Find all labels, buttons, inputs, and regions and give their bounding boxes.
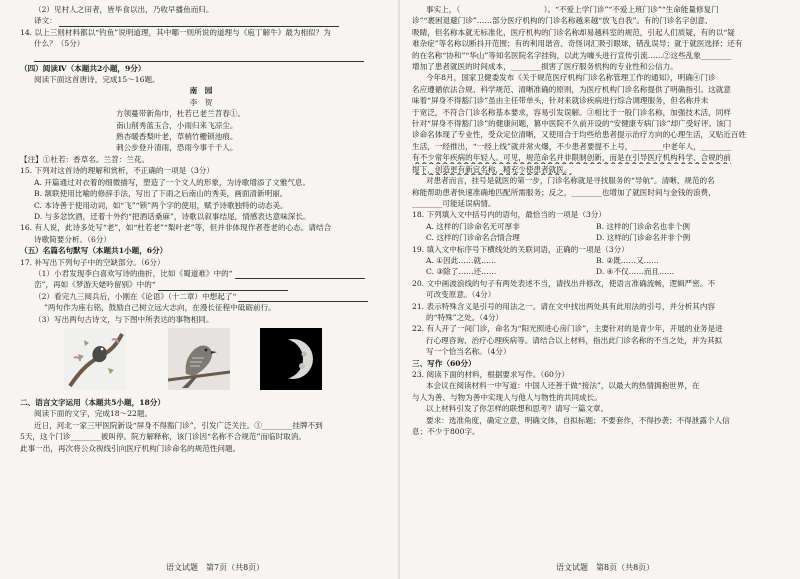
- q14-stem: 14. 以上三则材料都以“钓鱼”说明道理，其中哪一则所说的道理与《庖丁解牛》最为相似？为: [20, 27, 331, 37]
- q22-stem-cont: 写一个恰当名称。（4分）: [426, 347, 511, 357]
- q23-prompt: 以上材料引发了你怎样的联想和思考？请写一篇文章。: [426, 404, 609, 414]
- passage-line: 于宽泛，不符合门诊名称基本要求，容易引发误解。③相比于一般门诊名称，加强技术活，同样: [412, 107, 731, 117]
- section-recitation: （五）名篇名句默写（本题共1小题，6分）: [20, 246, 168, 256]
- q13-2-sentence: （2）见村人之田者，皆毕食以出，乃收早播鱼而归。: [34, 5, 214, 14]
- q21-stem-cont: 的“特殊”之处。（4分）: [426, 312, 504, 322]
- q17-stem: 17. 补写出下列句子中的空缺部分。（6分）: [20, 257, 165, 267]
- passage-line: 名应遵循依法合规、科学规范、清晰准确的原则，为医疗机构门诊名称提供了明确指引。这就意: [412, 84, 731, 94]
- q18-option-d: D. 这样的门诊命名并非个例: [596, 233, 691, 243]
- poem-title: 南 园: [189, 86, 213, 96]
- q19-option-d: D. ④不仅……而且……: [596, 267, 675, 277]
- q15-stem: 15. 下列对这首诗的理解和赏析，不正确的一项是（3分）: [20, 166, 214, 176]
- q17-1: （1）小君发现李白喜欢写诗的曲折，比如《蜀道难》中的“: [20, 268, 382, 279]
- q18-stem: 18. 下列填入文中括号内的语句，最恰当的一项是（3分）: [412, 210, 606, 220]
- passage-line: 称能帮助患者快速准确地匹配所需服务；反之，________也增加了就医时间与金钱的浪费，: [412, 187, 716, 197]
- reading-instruction: 阅读下面这首唐诗，完成15～16题。: [34, 75, 160, 85]
- q19-options: [412, 266, 784, 277]
- poem-line: 南山削秀蓝玉合，小雨归来飞凉尘。: [116, 120, 238, 130]
- q16-stem: 16. 有人说，此诗多处写“老”，如“杜若老”“梨叶老”等，但并非体现作者苍老的心态。请结合: [20, 223, 332, 233]
- q17-2-cont: ”两句作为座右铭，鼓励自己树立远大志向，在漫长征程中砥砺前行。: [44, 303, 276, 313]
- q20-stem-cont: 可改变原意。（4分）: [426, 290, 496, 300]
- q18-option-c: C. 这样的门诊命名合情合理: [426, 233, 520, 243]
- language-instruction: 阅读下面的文字，完成18～22题。: [34, 409, 153, 419]
- answer-line: [34, 52, 364, 62]
- translation-label: 译文：: [20, 15, 382, 26]
- poem-line: 方领蔓带新角巾，杜若已老兰苕春①。: [116, 109, 246, 119]
- page-fold: [398, 0, 400, 579]
- passage-line: 难杂症”等名称以断抖开范围；有的利用谐音、奇怪词汇吸引眼球，错乱误导；就于就医选择；还有: [412, 39, 743, 49]
- q15-option-b: B. 颔联使用比喻的修辞手法，写出了下雨之后南山的秀美，画面清新明丽。: [34, 189, 288, 199]
- q18-option-b: B. 这样的门诊命名也非个例: [596, 221, 690, 231]
- q14-stem-cont: 什么？（5分）: [34, 39, 85, 49]
- poem-line: 刺公步登升清雨，恐雨今事千千人。: [116, 143, 238, 153]
- q18-options: [412, 221, 784, 232]
- passage-line: 今年8月，国家卫健委发布《关于规范医疗机构门诊名称管理工作的通知》，明确④门诊: [426, 73, 716, 83]
- passage-line: 针对“屏身不得豁门诊”的健康问题，篡中医院不久前开设的“安健康专病门诊”却广受好评。该门: [412, 119, 732, 129]
- q21-stem: 21. 表示特殊含义是引号的用法之一。请在文中找出两处具有此用法的引号，并分析其内容: [412, 301, 716, 311]
- passage-line: 对患者而言，挂号是就医的第一步，门诊名称就是寻找服务的“导航”。清晰、规范的名: [426, 176, 715, 186]
- q20-stem: 20. 文中画波浪线的句子有两处表述不当，请找出并修改，使语言准确流畅，逻辑严密。不: [412, 278, 716, 288]
- passage-line: 诊命名体现了专业性，受众定位清晰，又使用合于均些给患者提示治疗方向的心理生活，又贴近百姓: [412, 130, 747, 140]
- q15-option-c: C. 本诗善于使用动词，如“飞”“锁”两个字的使用，赋予诗歌独特的动态美。: [34, 200, 288, 210]
- q17-1-cont: 峦”，再如《梦游天姥吟留别》中的“: [20, 279, 382, 290]
- left-page: [20, 4, 382, 454]
- passage-line: 5天，这个门诊________被叫停。院方解释称，该门诊因“名称不合规范”而临时取消。: [20, 432, 306, 442]
- q19-options: [412, 255, 784, 266]
- q17-2: （2）看完九三阅兵后，小刚在《论语》（十二章）中想起了“: [20, 291, 382, 302]
- passage-line: 吸睛，但名称本就无标准化，医疗机构的门诊名称却易越科室的规范，引起人们质疑，有的以“疑: [412, 27, 735, 37]
- q23-requirements-cont: 息；不少于800字。: [412, 427, 480, 437]
- q18-option-a: A. 这样的门诊命名无可厚非: [426, 221, 520, 231]
- q19-stem: 19. 填入文中标序号下横线处的关联词语，正确的一项是（3分）: [412, 244, 629, 254]
- poem-note: 【注】①杜若：香草名。兰苕：兰花。: [20, 154, 150, 164]
- passage-line: 增加了患者就医的时间成本，________损害了医疗服务机构的专业性和公信力。: [412, 62, 678, 72]
- q17-3: （3）写出两句古诗文，与下图中所表达的事物相同。: [34, 314, 214, 324]
- passage-line: 生活，一经推出，“一经上线”就并常火爆，不少患者要提不上号，________中老年人，________: [412, 141, 732, 151]
- q23-material: 本会议在阅读材料一中写道：中国人还善于做“接法”，以最大的热情拥抱世界，在: [426, 381, 700, 391]
- q19-option-b: B. ②既……又……: [596, 255, 659, 265]
- q18-options: [412, 232, 784, 243]
- right-page-footer: 语文试题 第8页（共8页）: [556, 563, 655, 572]
- q23-material: 与人为善、与物为善中实现人与他人与物性的共同成长。: [412, 392, 602, 402]
- bird-on-branch-image: [64, 328, 126, 390]
- q16-stem-cont: 诗歌简要分析。（6分）: [34, 234, 111, 244]
- poem-line: 熟杏暖香梨叶老，草梢竹栅锁池痕。: [116, 132, 238, 142]
- q22-stem: 22. 有人开了一间门诊，命名为“阳光照进心房门诊”，主要针对的是青少年，开展的业务是进: [412, 324, 723, 334]
- right-page: [412, 4, 784, 437]
- passage-line: 诊”“裹困退避门诊”……部分医疗机构的门诊名称越来越“放飞自我”。有的门诊名字创意、: [412, 16, 713, 26]
- q23-requirements: 要求：选准角度，确定立意，明确文体，自拟标题；不要套作，不得抄袭；不得泄露个人信: [426, 415, 730, 425]
- q19-option-c: C. ③除了……还……: [426, 267, 497, 277]
- passage-line-wavy: 提下，创造更有新宜名称，精充少使患者就医。: [412, 164, 572, 174]
- section-language-use: 二、语言文字运用（本题共5小题，18分）: [20, 397, 165, 407]
- passage-line: 此事一出，再次将公众视线引向医疗机构门诊命名的规范性问题。: [20, 443, 241, 453]
- passage-line: 的在名称“协和”“华山”等知名医院名字挂钩，以此为噱头进行宣传引流……②这些乱象________: [412, 50, 732, 60]
- poem-author: 李 贺: [189, 97, 213, 107]
- moon-image: [260, 328, 322, 390]
- passage-line: 近日，河北一家三甲医院新设“屏身不得豁门诊”，引发广泛关注。①________挂牌不到: [34, 420, 323, 430]
- passage-line: ________可能延误病情。: [412, 198, 496, 208]
- q15-option-a: A. 开篇通过对衣着的细微描写，塑造了一个文人的形象，为诗歌增添了文雅气息。: [34, 177, 311, 187]
- q15-option-d: D. 与多忿饮酒，迁着十外约“把酒话桑麻”，诗歌以叙事结尾，情感表达意味深长。: [34, 211, 311, 221]
- passage-line: 味着“屏身不得豁门诊”虽由主任带单头，针对来就诊疾病进行综合调理服务，但名称并未: [412, 96, 709, 106]
- passage-line: 事实上，（ ）。“不爱上学门诊”“不爱上班门诊”“生命能量修复门: [426, 5, 719, 14]
- q17-images: [20, 328, 382, 394]
- q23-stem: 23. 阅读下面的材料，根据要求写作。（60分）: [412, 370, 570, 379]
- section-writing: 三、写作（60分）: [412, 358, 476, 368]
- left-page-footer: 语文试题 第7页（共8页）: [166, 563, 265, 572]
- passage-line-wavy: 有不少常年疾病的年轻人。可见，规范命名并非限制创新，而是在引导医疗机构科学、合规的前: [412, 153, 731, 163]
- q19-option-a: A. ①因此……就……: [426, 255, 497, 265]
- q22-stem-cont: 行心理咨询、治疗心理疾病等。请结合以上材料，指出此门诊名称的不当之处，并为其拟: [426, 335, 723, 345]
- section-reading-4: （四）阅读Ⅳ（本题共2小题，9分）: [20, 63, 146, 73]
- cuckoo-bird-image: [168, 328, 230, 390]
